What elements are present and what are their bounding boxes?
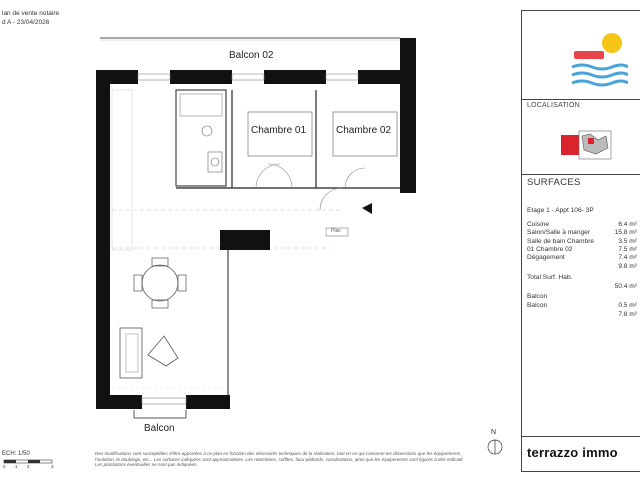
footer-note: Des modifications sont susceptibles d'être apportées à ce plan en fonction des nécessités techniques de la réalisation, tant en ce qui concerne les dimensions que les équipements, l'isolation, le doublage, etc... Les surfaces indiquées sont approximatives. Les retombées, soffites, faux-plafonds, canalisations, ainsi que les équipements sont figurés à titre indicatif. Les plantations éventuelles ne sont pas indiquées. <box>95 451 464 468</box>
entrance-arrow-icon <box>362 203 372 214</box>
plan-header-line1: lan de vente notaire <box>2 10 60 17</box>
scale-tick-3: 3 <box>51 464 54 469</box>
surface-value-cuisine: 6.4 m² <box>618 221 637 228</box>
balcon-label-2: Balcon <box>527 302 548 309</box>
plan-header-line2: d A - 23/04/2026 <box>2 19 50 26</box>
surface-label-degagement: Dégagement <box>527 254 565 261</box>
balcon-value-3: 7.8 m² <box>618 311 637 318</box>
small-plan-label: Plac <box>331 228 341 234</box>
total-label: Total Surf. Hab. <box>527 274 573 281</box>
wall-right <box>400 38 416 193</box>
apartment-subtitle: Etage 1 - Appt 106- 3P <box>527 207 594 214</box>
surface-value-sdb: 3.5 m² <box>618 238 637 245</box>
location-map <box>560 130 612 160</box>
surfaces-title: SURFACES <box>527 177 581 188</box>
surface-value-extra: 9.8 m² <box>618 263 637 270</box>
surface-value-degagement: 7.4 m² <box>618 254 637 261</box>
surface-label-chambres: 01 Chambre 02 <box>527 246 573 253</box>
info-panel <box>521 10 640 472</box>
surface-label-sdb: Salle de bain Chambre <box>527 238 595 245</box>
localisation-title: LOCALISATION <box>527 102 580 109</box>
brand-name: terrazzo immo <box>527 445 618 460</box>
chambre-02-label: Chambre 02 <box>336 125 392 136</box>
brand-logo <box>568 21 628 97</box>
scale-tick-1: 1 <box>15 464 18 469</box>
balcon-02-label: Balcon 02 <box>229 50 274 61</box>
surface-value-chambres: 7.5 m² <box>618 246 637 253</box>
scale-tick-0: 0 <box>3 464 6 469</box>
surface-label-salon: Salon/Salle à manger <box>527 229 591 236</box>
north-label: N <box>491 429 497 436</box>
balcon-bottom-label: Balcon <box>144 423 175 434</box>
surface-value-salon: 15.8 m² <box>614 229 637 236</box>
chambre-01-label: Chambre 01 <box>251 125 307 136</box>
scale-label: ECH: 1/50 <box>2 451 30 457</box>
north-arrow-icon <box>486 437 504 457</box>
total-value: 50.4 m² <box>614 283 637 290</box>
surface-label-cuisine: Cuisine <box>527 221 549 228</box>
scale-tick-2: 2 <box>27 464 30 469</box>
balcon-label-1: Balcon <box>527 293 548 300</box>
balcon-value-2: 0.5 m² <box>618 302 637 309</box>
